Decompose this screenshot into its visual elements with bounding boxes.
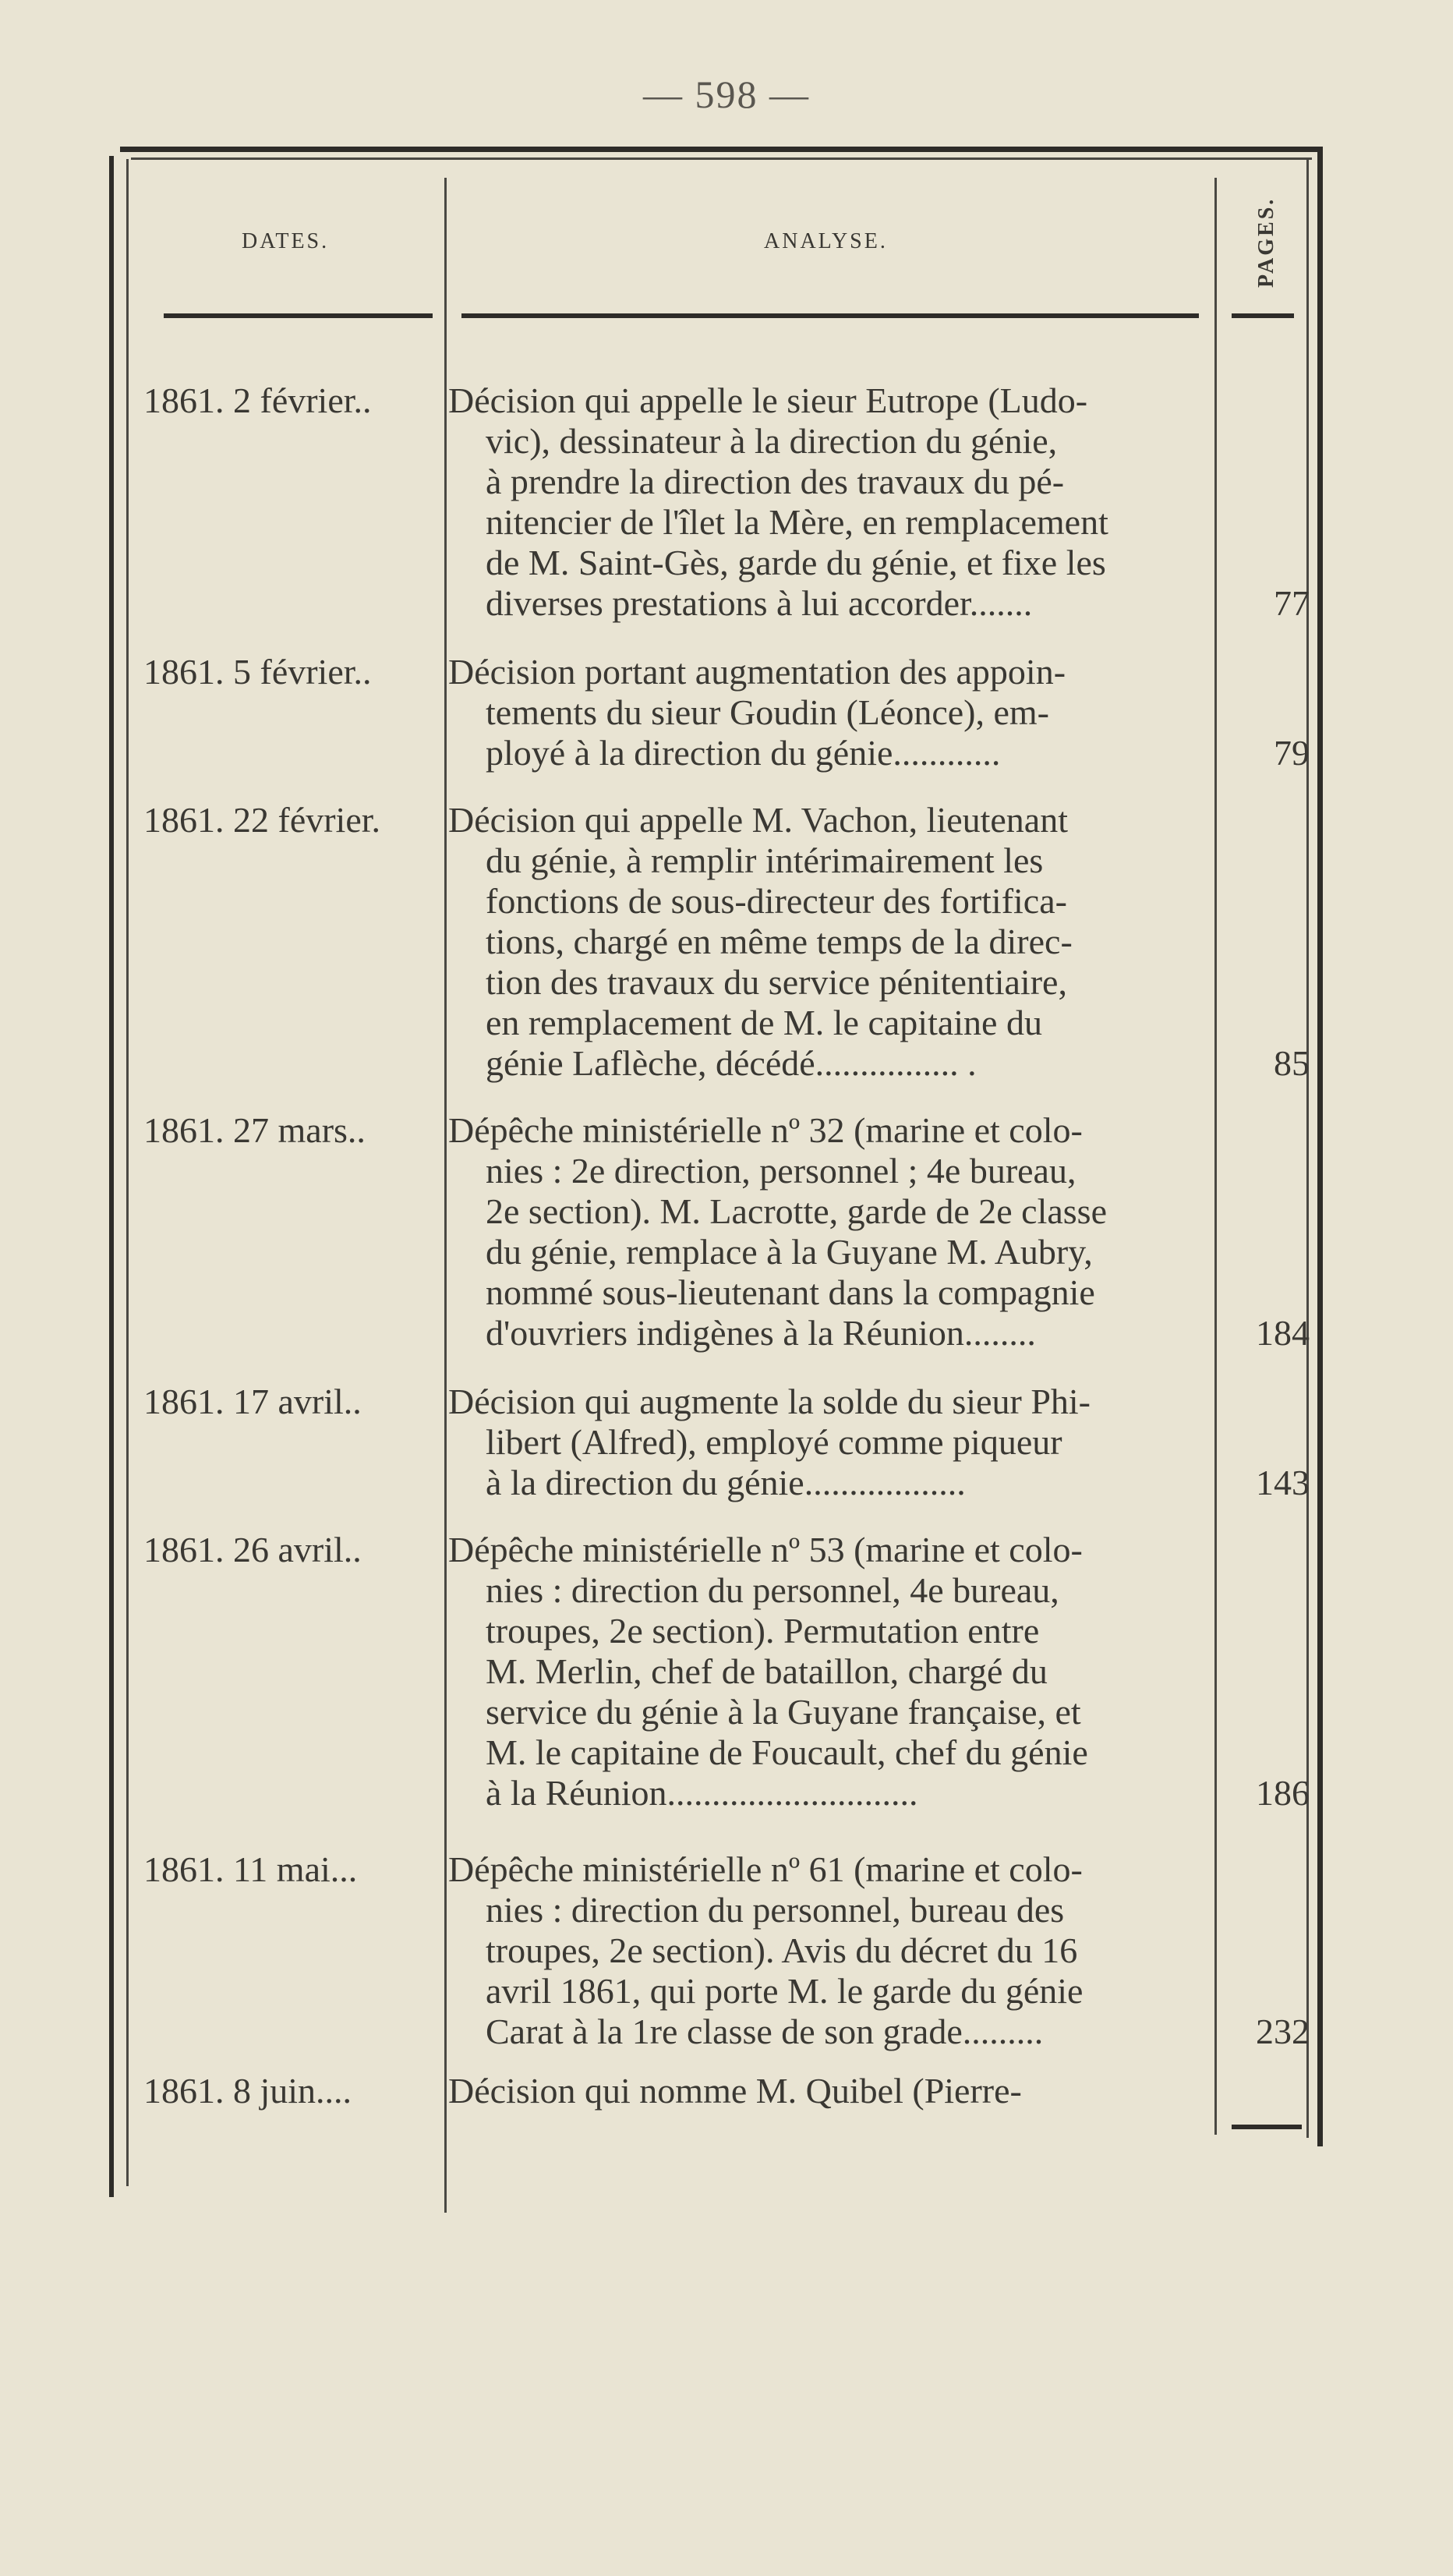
entry-date: 1861. 26 avril.. (143, 1530, 362, 1569)
analysis-line: nies : 2e direction, personnel ; 4e bureau, (486, 1151, 1076, 1191)
entry-date: 1861. 2 février.. (143, 380, 372, 420)
entry-page: 85 (1274, 1043, 1310, 1083)
analysis-line: Dépêche ministérielle nº 32 (marine et colo- (448, 1110, 1083, 1150)
entry-date: 1861. 27 mars.. (143, 1110, 366, 1150)
analysis-line: tions, chargé en même temps de la direc- (486, 922, 1073, 961)
analysis-line: du génie, à remplir intérimairement les (486, 840, 1044, 880)
page-number: — 598 — (643, 73, 810, 116)
entry-page: 143 (1256, 1463, 1310, 1502)
header-rule-analyse (461, 313, 1199, 318)
entry-analysis (448, 380, 1290, 624)
entry-analysis (448, 652, 1290, 773)
table-right-inner-border (1306, 157, 1309, 2138)
header-pages: PAGES. (1254, 196, 1278, 288)
entry-page: 232 (1256, 2012, 1310, 2051)
analysis-line: ployé à la direction du génie............ (486, 733, 1001, 773)
analysis-line: nies : direction du personnel, 4e bureau, (486, 1570, 1059, 1610)
analysis-line: génie Laflèche, décédé................ . (486, 1043, 977, 1083)
analysis-line: Décision qui appelle le sieur Eutrope (Ludo- (448, 380, 1088, 420)
header-analyse: ANALYSE. (764, 229, 888, 253)
analysis-line: fonctions de sous-directeur des fortifica- (486, 881, 1067, 921)
analysis-line: service du génie à la Guyane française, et (486, 1692, 1081, 1732)
entry-page: 77 (1274, 583, 1310, 623)
table-top-border (120, 147, 1323, 152)
analysis-line: Décision qui augmente la solde du sieur Phi- (448, 1382, 1091, 1421)
analysis-line: M. le capitaine de Foucault, chef du génie (486, 1732, 1088, 1772)
analysis-line: Décision portant augmentation des appoin- (448, 652, 1066, 692)
entry-date: 1861. 11 mai... (143, 1849, 358, 1889)
analysis-line: Carat à la 1re classe de son grade......... (486, 2012, 1044, 2051)
table-top-inner-border (131, 157, 1312, 160)
analysis-line: en remplacement de M. le capitaine du (486, 1003, 1042, 1042)
header-rule-dates (164, 313, 433, 318)
entry-analysis (448, 1110, 1290, 1353)
analysis-line: troupes, 2e section). Avis du décret du 16 (486, 1930, 1078, 1970)
entry-page: 186 (1256, 1773, 1310, 1813)
table-left-inner-border (126, 159, 129, 2186)
header-dates: DATES. (242, 229, 330, 253)
analysis-line: Décision qui nomme M. Quibel (Pierre- (448, 2071, 1022, 2111)
analysis-line: de M. Saint-Gès, garde du génie, et fixe les (486, 543, 1106, 582)
analysis-line: nommé sous-lieutenant dans la compagnie (486, 1272, 1095, 1312)
analysis-line: M. Merlin, chef de bataillon, chargé du (486, 1651, 1048, 1691)
analysis-line: diverses prestations à lui accorder....... (486, 583, 1033, 623)
table-bottom-rule-pages (1232, 2125, 1302, 2129)
table-right-border (1317, 147, 1323, 2146)
register-table (109, 147, 1323, 2197)
analysis-line: libert (Alfred), employé comme piqueur (486, 1422, 1062, 1462)
entry-analysis (448, 1849, 1290, 2052)
table-left-border (109, 156, 114, 2197)
analysis-line: à prendre la direction des travaux du pé- (486, 462, 1065, 501)
analysis-line: d'ouvriers indigènes à la Réunion........ (486, 1313, 1036, 1353)
entry-page: 184 (1256, 1313, 1310, 1353)
analysis-line: avril 1861, qui porte M. le garde du génie (486, 1971, 1084, 2011)
analysis-line: tion des travaux du service pénitentiaire, (486, 962, 1067, 1002)
column-divider-dates (444, 178, 447, 2213)
header-rule-pages (1232, 313, 1294, 318)
analysis-line: 2e section). M. Lacrotte, garde de 2e classe (486, 1191, 1107, 1231)
analysis-line: nitencier de l'îlet la Mère, en remplacement (486, 502, 1108, 542)
analysis-line: à la direction du génie.................. (486, 1463, 966, 1502)
entry-date: 1861. 5 février.. (143, 652, 372, 692)
analysis-line: du génie, remplace à la Guyane M. Aubry, (486, 1232, 1093, 1272)
entry-analysis (448, 1530, 1290, 1813)
analysis-line: Dépêche ministérielle nº 61 (marine et colo- (448, 1849, 1083, 1889)
entry-date: 1861. 22 février. (143, 800, 381, 840)
analysis-line: Dépêche ministérielle nº 53 (marine et colo- (448, 1530, 1083, 1569)
entry-analysis (448, 1382, 1290, 1503)
analysis-line: nies : direction du personnel, bureau des (486, 1890, 1065, 1930)
analysis-line: vic), dessinateur à la direction du génie, (486, 421, 1058, 461)
analysis-line: troupes, 2e section). Permutation entre (486, 1611, 1040, 1651)
entry-date: 1861. 8 juin.... (143, 2071, 352, 2111)
analysis-line: à la Réunion............................ (486, 1773, 918, 1813)
entry-page: 79 (1274, 733, 1310, 773)
entry-analysis (448, 800, 1290, 1084)
entry-analysis (448, 2071, 1290, 2111)
entry-date: 1861. 17 avril.. (143, 1382, 362, 1421)
analysis-line: Décision qui appelle M. Vachon, lieutenant (448, 800, 1069, 840)
analysis-line: tements du sieur Goudin (Léonce), em- (486, 692, 1049, 732)
